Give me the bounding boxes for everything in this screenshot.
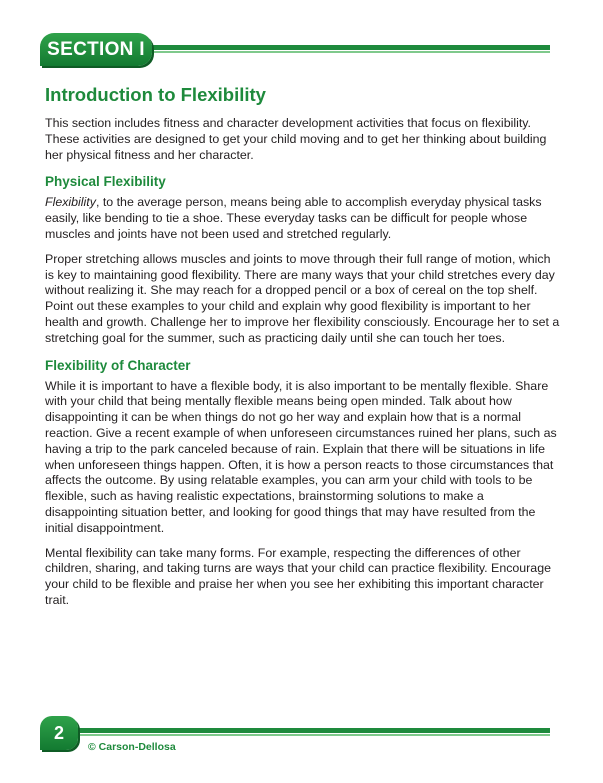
section-tab [40, 33, 152, 66]
physical-paragraph-2: Proper stretching allows muscles and joints to move through their full range of motion, which is key to maintaining good flexibility. There are many ways that your child stretches every day without realizing it. She may reach for a dropped pencil or a box of cereal on the top shelf. Point out these examples to your child and explain why good flexibility is important to her health and growth. Challenge her to improve her flexibility consciously. Encourage her to set a stretching goal for the summer, such as practicing daily until she can touch her toes. [45, 251, 560, 345]
physical-flexibility-heading: Physical Flexibility [45, 174, 166, 190]
header-rule [150, 45, 550, 50]
character-paragraph-2: Mental flexibility can take many forms. For example, respecting the differences of other children, sharing, and taking turns are ways that your child can practice flexibility. Encourage your child to be flexible and praise her when you see her exhibiting this important character trait. [45, 545, 551, 607]
page-number: 2 [53, 723, 64, 743]
flexibility-term: Flexibility [45, 195, 96, 210]
physical-paragraph-1 [45, 195, 560, 242]
page-title: Introduction to Flexibility [45, 84, 266, 105]
page-number-tab [40, 716, 78, 750]
footer-rule-accent [75, 734, 550, 736]
header-rule-accent [150, 51, 550, 53]
page-content [45, 84, 560, 618]
page-header [0, 0, 603, 70]
section-label: SECTION I [47, 39, 145, 60]
footer-rule [75, 728, 550, 733]
copyright-notice: © Carson-Dellosa [88, 741, 176, 753]
physical-paragraph-1-text: , to the average person, means being able to accomplish everyday physical tasks easily, like bending to tie a shoe. These everyday tasks can be difficult for people whose muscles and joints have not been used and stretched regularly. [45, 195, 542, 241]
character-flexibility-heading: Flexibility of Character [45, 357, 191, 373]
character-paragraph-1: While it is important to have a flexible body, it is also important to be mentally flexible. Share with your child that being mentally flexible means being open minded. Talk about how disappointing it can be when things do not go her way and explain how that is a normal reaction. Give a recent example of when unforeseen circumstances ruined her plans, such as having a trip to the park canceled because of rain. Explain that there will be situations in life when unforeseen things happen. Often, it is how a person reacts to those circumstances that affects the outcome. By using relatable examples, you can arm your child with tools to be flexible, such as having realistic expectations, brainstorming solutions to make a disappointing situation better, and looking for good things that may have resulted from the initial disappointment. [45, 378, 557, 535]
intro-paragraph: This section includes fitness and character development activities that focus on flexibility. These activities are designed to get your child moving and to get her thinking about building her physical fitness and her character. [45, 116, 547, 162]
